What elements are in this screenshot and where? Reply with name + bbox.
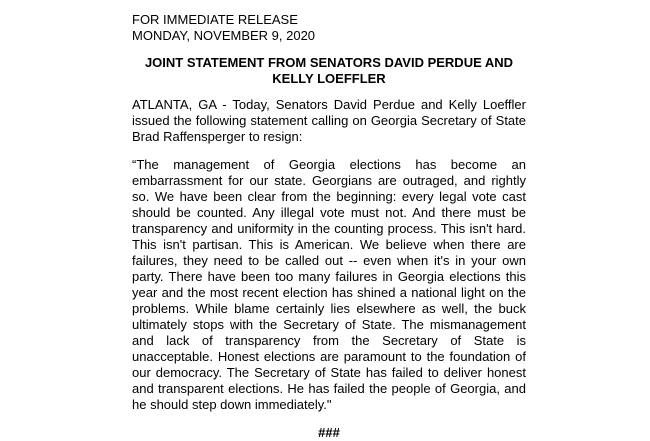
intro-paragraph: ATLANTA, GA - Today, Senators David Perdue and Kelly Loeffler issued the following statement calling on Georgia Secretary of State Brad Raffensperger to resign: (132, 97, 526, 144)
end-mark: ### (318, 425, 340, 440)
release-date: MONDAY, NOVEMBER 9, 2020 (132, 28, 316, 43)
statement-title (132, 55, 526, 87)
statement-title-line-2: KELLY LOEFFLER (272, 71, 386, 86)
press-release (132, 12, 526, 441)
statement-quote: “The management of Georgia elections has become an embarrassment for our state. Georgians are outraged, and rightly so. We have been clear from the beginning: every legal vote cast should be counted. Any illegal vote must not. And there must be transparency and uniformity in the counting process. This isn't hard. This isn't partisan. This is American. We believe when there are failures, they need to be called out -- even when it's in your own party. There have been too many failures in Georgia elections this year and the most recent election has shined a national light on the problems. While blame certainly lies elsewhere as well, the buck ultimately stops with the Secretary of State. The mismanagement and lack of transparency from the Secretary of State is unacceptable. Honest elections are paramount to the foundation of our democracy. The Secretary of State has failed to deliver honest and transparent elections. He has failed the people of Georgia, and he should step down immediately." (132, 157, 526, 412)
release-label: FOR IMMEDIATE RELEASE (132, 12, 298, 27)
statement-title-line-1: JOINT STATEMENT FROM SENATORS DAVID PERDUE AND (144, 55, 514, 70)
